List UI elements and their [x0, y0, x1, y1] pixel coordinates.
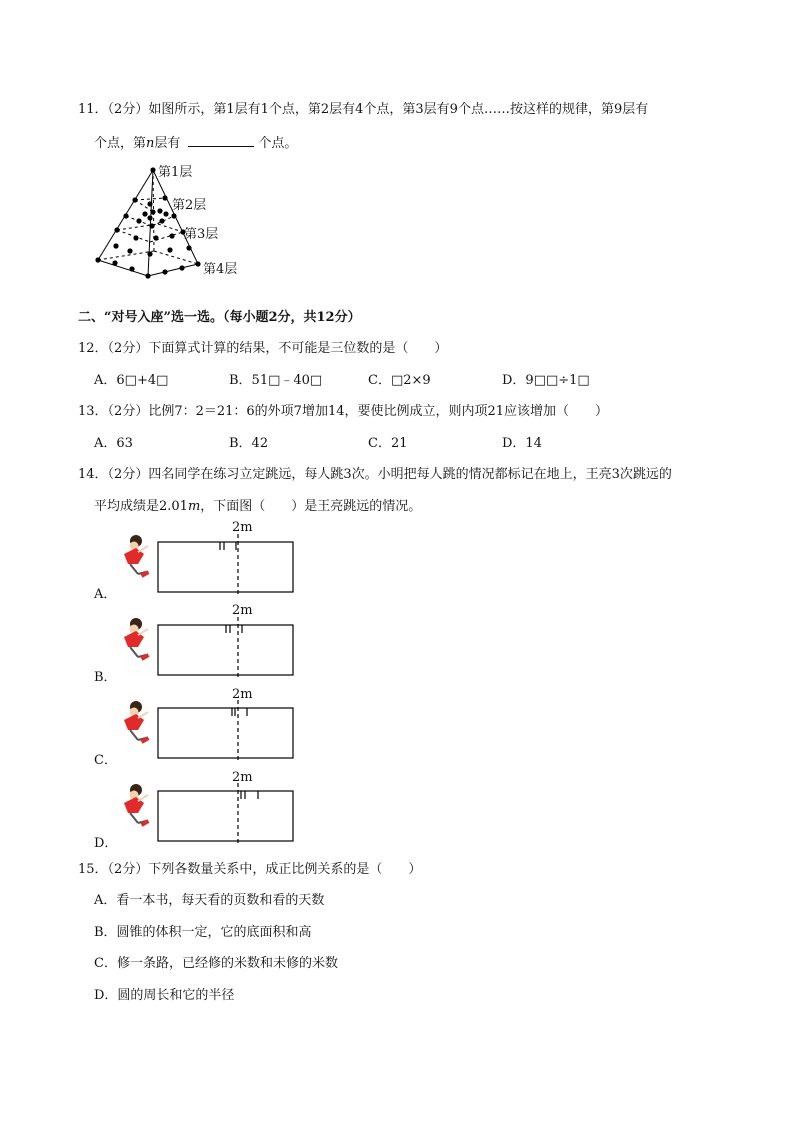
q14-text-b: ，下面图（ ）是王亮跳远的情况。	[200, 499, 422, 514]
q13-option-b[interactable]: B．42	[229, 436, 269, 451]
layer-label-3: 第3层	[184, 227, 219, 242]
q15-option-b[interactable]: B．圆锥的体积一定，它的底面积和高	[94, 925, 312, 940]
q14-text-a: 平均成绩是2.01	[94, 499, 188, 514]
mark-label-c: 2m	[232, 687, 253, 702]
layer-label-2: 第2层	[172, 198, 207, 213]
jump-marks	[220, 542, 236, 550]
jump-figure-b[interactable]	[116, 615, 296, 685]
q11-text-c: 个点。	[258, 136, 298, 151]
q11-stem-line2	[94, 134, 297, 152]
q15-option-c[interactable]: C．修一条路，已经修的米数和未修的米数	[94, 956, 338, 971]
q12-option-c[interactable]: C．□2×9	[368, 373, 431, 388]
jump-marks	[226, 625, 242, 633]
section-heading: 二、“对号入座”选一选。（每小题2分，共12分）	[78, 310, 361, 325]
jumper-icon	[124, 535, 149, 578]
q13-option-c[interactable]: C．21	[368, 436, 408, 451]
q14-stem-line2	[94, 499, 421, 515]
mark-label-b: 2m	[232, 603, 253, 618]
q12-option-b[interactable]: B．51□﹣40□	[229, 373, 323, 388]
q11-variable-n: n	[146, 136, 155, 151]
jump-area	[158, 791, 293, 841]
jumper-icon	[124, 784, 149, 827]
q12-option-a[interactable]: A．6□+4□	[94, 373, 169, 388]
jump-marks	[232, 708, 247, 716]
q14-option-c-letter[interactable]: C．	[94, 753, 117, 768]
jump-marks	[241, 791, 258, 799]
q13-stem: 13．（2分）比例7：2＝21：6的外项7增加14，要使比例成立，则内项21应该增加（ ）	[78, 404, 609, 419]
layer-label-1: 第1层	[158, 165, 193, 180]
jump-area	[158, 708, 293, 758]
q14-option-a-letter[interactable]: A．	[94, 587, 117, 602]
q11-text-a: 个点，第	[94, 136, 147, 151]
jump-figure-a[interactable]	[116, 532, 296, 602]
q14-stem-line1: 14．（2分）四名同学在练习立定跳远，每人跳3次。小明把每人跳的情况都标记在地上，王亮3次跳远的	[78, 467, 672, 482]
q13-option-a[interactable]: A．63	[94, 436, 133, 451]
jump-figure-d[interactable]	[116, 781, 296, 851]
q11-text-b: 层有	[154, 136, 181, 151]
q11-stem-line1: 11．（2分）如图所示，第1层有1个点，第2层有4个点，第3层有9个点……按这样的规律，第9层有	[78, 102, 649, 117]
mark-label-d: 2m	[232, 770, 253, 785]
q11-answer-blank[interactable]	[188, 134, 254, 147]
q13-option-d[interactable]: D．14	[502, 436, 542, 451]
q12-stem: 12．（2分）下面算式计算的结果，不可能是三位数的是（ ）	[78, 341, 448, 356]
q14-option-d-letter[interactable]: D．	[94, 836, 118, 851]
q15-option-d[interactable]: D．圆的周长和它的半径	[94, 988, 235, 1003]
q15-option-a[interactable]: A．看一本书，每天看的页数和看的天数	[94, 893, 325, 908]
jump-area	[158, 542, 293, 592]
jumper-icon	[124, 701, 149, 744]
q12-option-d[interactable]: D．9□□÷1□	[502, 373, 590, 388]
jump-figure-c[interactable]	[116, 698, 296, 768]
q14-unit-m: m	[187, 499, 201, 514]
layer-label-4: 第4层	[203, 262, 238, 277]
q14-option-b-letter[interactable]: B．	[94, 670, 117, 685]
q15-stem: 15．（2分）下列各数量关系中，成正比例关系的是（ ）	[78, 862, 422, 877]
mark-label-a: 2m	[232, 520, 253, 535]
jumper-icon	[124, 618, 149, 661]
